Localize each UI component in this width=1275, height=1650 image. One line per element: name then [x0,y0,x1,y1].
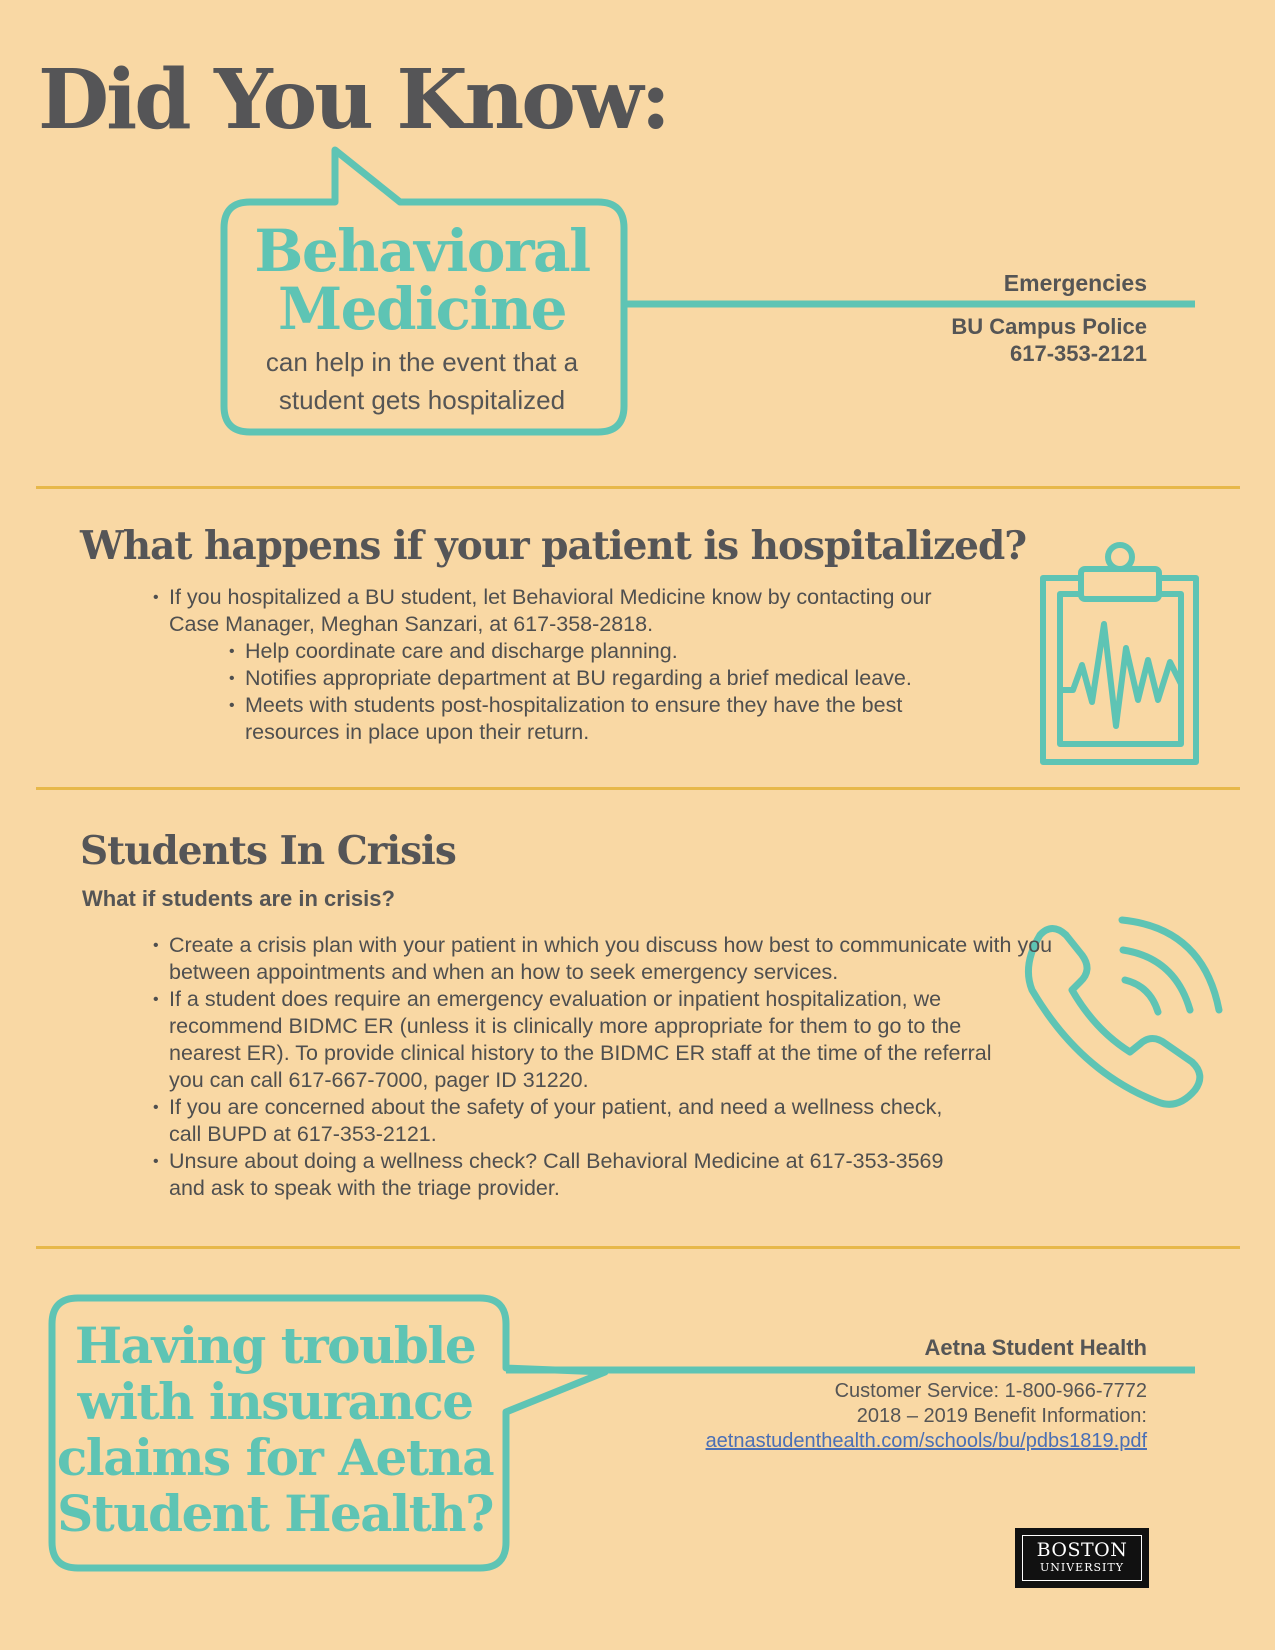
crisis-bullet: • Unsure about doing a wellness check? Call Behavioral Medicine at 617-353-3569 and ask to speak with the triage provider. [153,1148,1063,1202]
aetna-benefit-info: 2018 – 2019 Benefit Information: [856,1405,1147,1427]
callout-heading-line1: Behavioral [254,217,590,285]
hospitalized-sub-bullet: • Meets with students post-hospitalization to ensure they have the best resources in place upon their return. [229,692,973,746]
hospitalized-list [153,584,973,746]
hospitalized-bullet: • If you hospitalized a BU student, let Behavioral Medicine know by contacting our Case Manager, Meghan Sanzari, at 617-358-2818. [153,584,973,638]
callout-sub-line2: student gets hospitalized [278,385,566,415]
insurance-callout-line1: Having trouble [74,1316,476,1375]
page-title: Did You Know: [38,52,668,148]
behavioral-medicine-callout [222,217,622,415]
crisis-bullet: • If you are concerned about the safety of your patient, and need a wellness check, call BUPD at 617-353-2121. [153,1094,1063,1148]
crisis-subtitle: What if students are in crisis? [82,886,395,911]
aetna-title: Aetna Student Health [924,1335,1147,1360]
emergencies-contact [951,313,1147,367]
aetna-block [706,1335,1147,1454]
insurance-callout-line4: Student Health? [57,1484,493,1543]
emergencies-line1: BU Campus Police [951,314,1147,339]
aetna-customer-service: Customer Service: 1-800-966-7772 [834,1380,1147,1402]
divider-1 [36,486,1240,489]
logo-line1: BOSTON [1036,1539,1128,1561]
crisis-bullet: • Create a crisis plan with your patient in which you discuss how best to communicate with you between appointments and when an how to seek emergency services. [153,932,1063,986]
crisis-bullet: • If a student does require an emergency evaluation or inpatient hospitalization, we recommend BIDMC ER (unless it is clinically more appropriate for them to go to the nearest ER). To provide clinical history to the BIDMC ER staff at the time of the referral you can call 617-667-7000, pager ID 31220. [153,986,1063,1094]
divider-3 [36,1246,1240,1249]
emergencies-block [951,270,1147,367]
aetna-details [706,1379,1147,1454]
aetna-benefit-link[interactable]: aetnastudenthealth.com/schools/bu/pdbs1819.pdf [705,1430,1147,1452]
boston-university-logo [1017,1530,1147,1586]
clipboard-heartbeat-icon [1043,545,1196,762]
insurance-callout-line3: claims for Aetna [56,1428,494,1487]
logo-line2: UNIVERSITY [1040,1561,1124,1574]
insurance-callout-line2: with insurance [77,1372,473,1431]
callout-sub-line1: can help in the event that a [265,347,579,377]
hospitalized-sub-bullet: • Notifies appropriate department at BU regarding a brief medical leave. [229,665,973,692]
emergencies-phone: 617-353-2121 [1009,341,1147,366]
crisis-section-title: Students In Crisis [80,828,456,874]
insurance-callout [52,1318,498,1542]
divider-2 [36,787,1240,790]
hospitalized-sub-bullet: • Help coordinate care and discharge planning. [229,638,973,665]
callout-heading-line2: Medicine [277,275,567,343]
crisis-list [153,932,1063,1202]
emergencies-title: Emergencies [1003,270,1147,296]
hospitalized-section-title: What happens if your patient is hospitalized? [80,523,1027,569]
